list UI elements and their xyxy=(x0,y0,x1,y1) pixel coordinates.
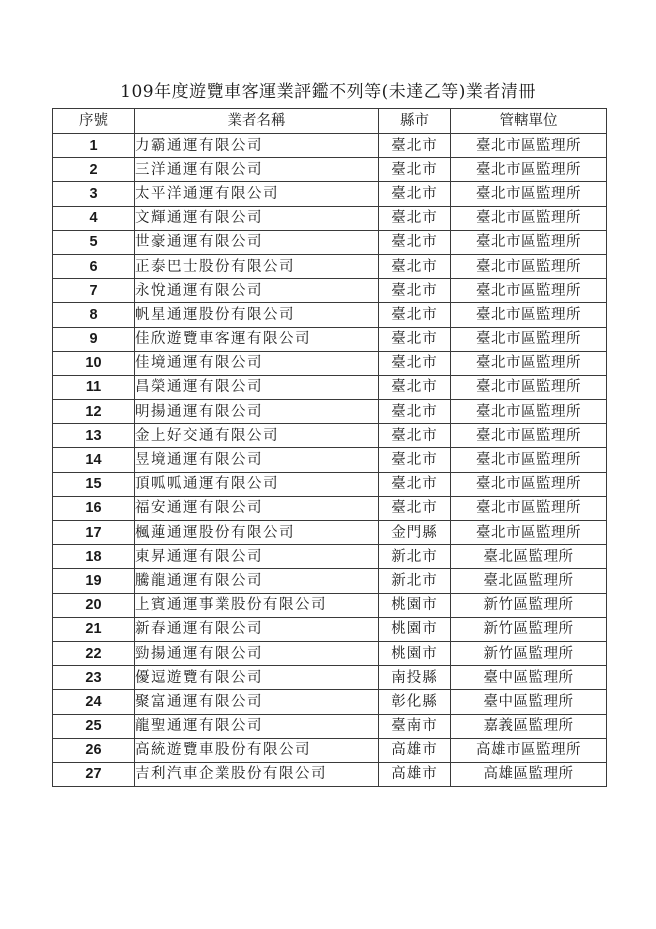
jurisdiction-office-cell: 臺北市區監理所 xyxy=(451,230,607,254)
operator-name-cell: 新春通運有限公司 xyxy=(135,617,379,641)
serial-number-cell: 24 xyxy=(53,690,135,714)
table-row xyxy=(53,206,607,230)
table-row xyxy=(53,303,607,327)
operator-name-cell: 楓蓮通運股份有限公司 xyxy=(135,521,379,545)
city-cell: 臺北市 xyxy=(379,182,451,206)
city-cell: 彰化縣 xyxy=(379,690,451,714)
operator-name-cell: 昌榮通運有限公司 xyxy=(135,375,379,399)
operator-name-cell: 福安通運有限公司 xyxy=(135,496,379,520)
operator-roster-table xyxy=(52,108,607,787)
serial-number-cell: 16 xyxy=(53,496,135,520)
city-cell: 臺北市 xyxy=(379,496,451,520)
city-cell: 臺北市 xyxy=(379,400,451,424)
operator-name-cell: 昱境通運有限公司 xyxy=(135,448,379,472)
jurisdiction-office-cell: 臺北市區監理所 xyxy=(451,375,607,399)
serial-number-cell: 10 xyxy=(53,351,135,375)
table-row xyxy=(53,762,607,786)
serial-number-cell: 25 xyxy=(53,714,135,738)
jurisdiction-office-cell: 臺北市區監理所 xyxy=(451,158,607,182)
city-cell: 南投縣 xyxy=(379,666,451,690)
serial-number-cell: 22 xyxy=(53,641,135,665)
city-cell: 臺北市 xyxy=(379,158,451,182)
serial-number-cell: 18 xyxy=(53,545,135,569)
city-cell: 桃園市 xyxy=(379,593,451,617)
jurisdiction-office-cell: 高雄市區監理所 xyxy=(451,738,607,762)
table-row xyxy=(53,448,607,472)
operator-name-cell: 金上好交通有限公司 xyxy=(135,424,379,448)
city-cell: 新北市 xyxy=(379,569,451,593)
jurisdiction-office-cell: 臺中區監理所 xyxy=(451,666,607,690)
table-header-row xyxy=(53,109,607,134)
operator-name-cell: 東昇通運有限公司 xyxy=(135,545,379,569)
table-row xyxy=(53,545,607,569)
serial-number-cell: 17 xyxy=(53,521,135,545)
table-row xyxy=(53,666,607,690)
operator-name-cell: 太平洋通運有限公司 xyxy=(135,182,379,206)
operator-name-cell: 高統遊覽車股份有限公司 xyxy=(135,738,379,762)
header-jurisdiction-office: 管轄單位 xyxy=(451,109,607,134)
operator-name-cell: 帆星通運股份有限公司 xyxy=(135,303,379,327)
serial-number-cell: 1 xyxy=(53,134,135,158)
city-cell: 臺北市 xyxy=(379,351,451,375)
city-cell: 臺北市 xyxy=(379,230,451,254)
table-row xyxy=(53,593,607,617)
city-cell: 桃園市 xyxy=(379,641,451,665)
jurisdiction-office-cell: 臺北區監理所 xyxy=(451,545,607,569)
table-body xyxy=(53,134,607,787)
serial-number-cell: 4 xyxy=(53,206,135,230)
jurisdiction-office-cell: 臺北市區監理所 xyxy=(451,254,607,278)
operator-name-cell: 勁揚通運有限公司 xyxy=(135,641,379,665)
jurisdiction-office-cell: 臺中區監理所 xyxy=(451,690,607,714)
document-title: 109年度遊覽車客運業評鑑不列等(未達乙等)業者清冊 xyxy=(120,82,536,102)
table-row xyxy=(53,496,607,520)
jurisdiction-office-cell: 新竹區監理所 xyxy=(451,641,607,665)
city-cell: 臺南市 xyxy=(379,714,451,738)
table-row xyxy=(53,230,607,254)
operator-name-cell: 永悅通運有限公司 xyxy=(135,279,379,303)
serial-number-cell: 26 xyxy=(53,738,135,762)
jurisdiction-office-cell: 臺北市區監理所 xyxy=(451,400,607,424)
operator-name-cell: 明揚通運有限公司 xyxy=(135,400,379,424)
header-operator-name: 業者名稱 xyxy=(135,109,379,134)
table-row xyxy=(53,375,607,399)
table-row xyxy=(53,714,607,738)
serial-number-cell: 6 xyxy=(53,254,135,278)
jurisdiction-office-cell: 臺北市區監理所 xyxy=(451,303,607,327)
serial-number-cell: 19 xyxy=(53,569,135,593)
city-cell: 高雄市 xyxy=(379,762,451,786)
serial-number-cell: 8 xyxy=(53,303,135,327)
serial-number-cell: 12 xyxy=(53,400,135,424)
operator-name-cell: 正泰巴士股份有限公司 xyxy=(135,254,379,278)
city-cell: 新北市 xyxy=(379,545,451,569)
table-row xyxy=(53,351,607,375)
table-row xyxy=(53,690,607,714)
operator-name-cell: 騰龍通運有限公司 xyxy=(135,569,379,593)
city-cell: 臺北市 xyxy=(379,375,451,399)
city-cell: 臺北市 xyxy=(379,424,451,448)
table-row xyxy=(53,521,607,545)
jurisdiction-office-cell: 臺北區監理所 xyxy=(451,569,607,593)
serial-number-cell: 7 xyxy=(53,279,135,303)
table-row xyxy=(53,134,607,158)
table-row xyxy=(53,327,607,351)
header-serial-number: 序號 xyxy=(53,109,135,134)
operator-name-cell: 文輝通運有限公司 xyxy=(135,206,379,230)
operator-name-cell: 吉利汽車企業股份有限公司 xyxy=(135,762,379,786)
table-row xyxy=(53,182,607,206)
serial-number-cell: 15 xyxy=(53,472,135,496)
header-city: 縣市 xyxy=(379,109,451,134)
operator-name-cell: 世豪通運有限公司 xyxy=(135,230,379,254)
serial-number-cell: 2 xyxy=(53,158,135,182)
table-row xyxy=(53,472,607,496)
jurisdiction-office-cell: 臺北市區監理所 xyxy=(451,448,607,472)
serial-number-cell: 9 xyxy=(53,327,135,351)
serial-number-cell: 14 xyxy=(53,448,135,472)
table-row xyxy=(53,617,607,641)
city-cell: 桃園市 xyxy=(379,617,451,641)
jurisdiction-office-cell: 高雄區監理所 xyxy=(451,762,607,786)
operator-name-cell: 佳欣遊覽車客運有限公司 xyxy=(135,327,379,351)
jurisdiction-office-cell: 臺北市區監理所 xyxy=(451,472,607,496)
serial-number-cell: 20 xyxy=(53,593,135,617)
city-cell: 臺北市 xyxy=(379,279,451,303)
serial-number-cell: 13 xyxy=(53,424,135,448)
operator-name-cell: 聚富通運有限公司 xyxy=(135,690,379,714)
city-cell: 臺北市 xyxy=(379,303,451,327)
table-row xyxy=(53,400,607,424)
operator-name-cell: 優逗遊覽有限公司 xyxy=(135,666,379,690)
jurisdiction-office-cell: 臺北市區監理所 xyxy=(451,182,607,206)
jurisdiction-office-cell: 新竹區監理所 xyxy=(451,617,607,641)
operator-name-cell: 三洋通運有限公司 xyxy=(135,158,379,182)
serial-number-cell: 11 xyxy=(53,375,135,399)
jurisdiction-office-cell: 臺北市區監理所 xyxy=(451,134,607,158)
jurisdiction-office-cell: 臺北市區監理所 xyxy=(451,206,607,230)
table-row xyxy=(53,569,607,593)
serial-number-cell: 3 xyxy=(53,182,135,206)
serial-number-cell: 27 xyxy=(53,762,135,786)
operator-name-cell: 力霸通運有限公司 xyxy=(135,134,379,158)
city-cell: 高雄市 xyxy=(379,738,451,762)
city-cell: 臺北市 xyxy=(379,254,451,278)
jurisdiction-office-cell: 臺北市區監理所 xyxy=(451,351,607,375)
serial-number-cell: 21 xyxy=(53,617,135,641)
jurisdiction-office-cell: 臺北市區監理所 xyxy=(451,496,607,520)
operator-name-cell: 上賓通運事業股份有限公司 xyxy=(135,593,379,617)
city-cell: 金門縣 xyxy=(379,521,451,545)
operator-name-cell: 龍聖通運有限公司 xyxy=(135,714,379,738)
serial-number-cell: 5 xyxy=(53,230,135,254)
jurisdiction-office-cell: 臺北市區監理所 xyxy=(451,521,607,545)
table-row xyxy=(53,641,607,665)
serial-number-cell: 23 xyxy=(53,666,135,690)
jurisdiction-office-cell: 臺北市區監理所 xyxy=(451,327,607,351)
table-row xyxy=(53,424,607,448)
city-cell: 臺北市 xyxy=(379,448,451,472)
operator-name-cell: 頂呱呱通運有限公司 xyxy=(135,472,379,496)
table-row xyxy=(53,158,607,182)
city-cell: 臺北市 xyxy=(379,134,451,158)
table-row xyxy=(53,254,607,278)
operator-name-cell: 佳境通運有限公司 xyxy=(135,351,379,375)
city-cell: 臺北市 xyxy=(379,206,451,230)
jurisdiction-office-cell: 新竹區監理所 xyxy=(451,593,607,617)
jurisdiction-office-cell: 臺北市區監理所 xyxy=(451,279,607,303)
city-cell: 臺北市 xyxy=(379,327,451,351)
city-cell: 臺北市 xyxy=(379,472,451,496)
table-row xyxy=(53,279,607,303)
jurisdiction-office-cell: 臺北市區監理所 xyxy=(451,424,607,448)
table-row xyxy=(53,738,607,762)
jurisdiction-office-cell: 嘉義區監理所 xyxy=(451,714,607,738)
